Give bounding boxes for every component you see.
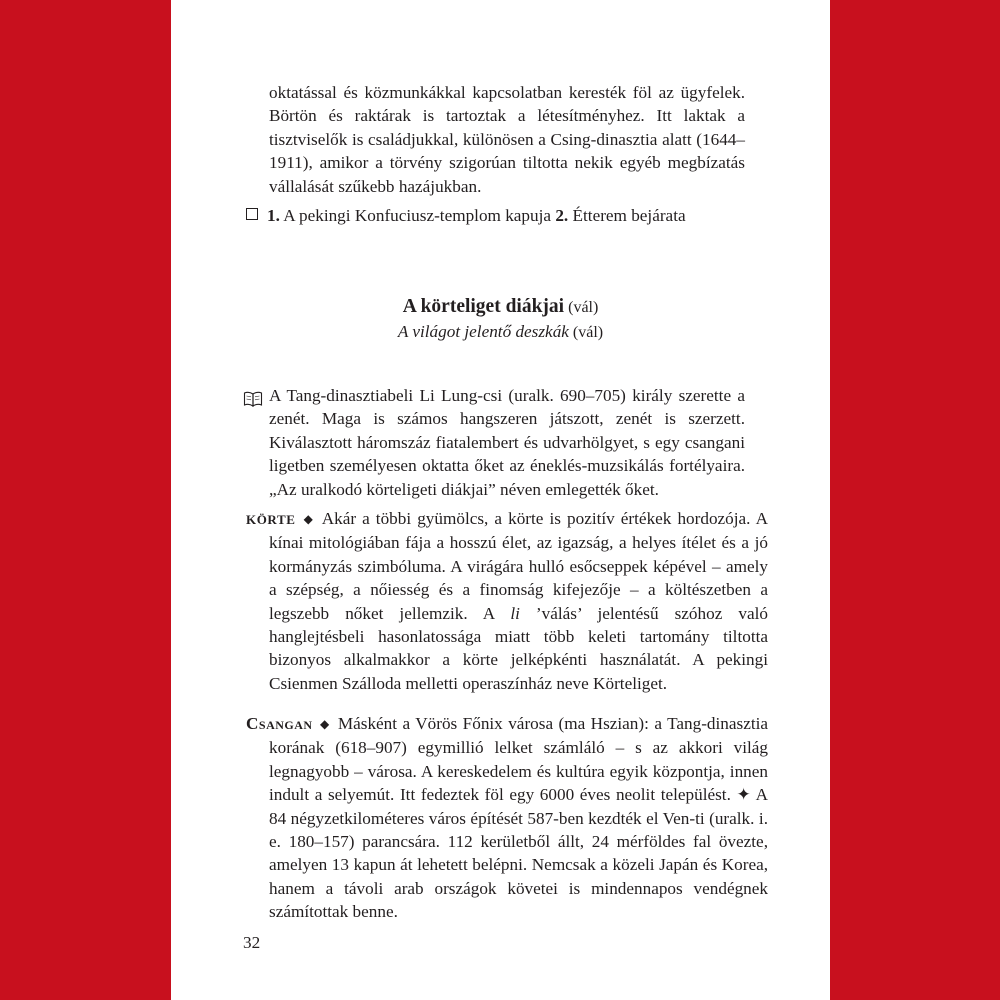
section-title: A körteliget diákjai — [402, 296, 565, 317]
intro-paragraph: A Tang-dinasztiabeli Li Lung-csi (uralk. 690–705) király szerette a zenét. Maga is számos hangszeren játszott, zenét is szerzett. Kiválasztott háromszáz fiatalembert és udvarhölgyet, s egy csangani ligetben személyesen oktatta őket az éneklés-muzsikálás fortélyaira. „Az uralkodó körteligeti diákjai” néven emlegették őket. — [269, 386, 745, 499]
page-number: 32 — [243, 933, 261, 952]
square-icon — [246, 208, 258, 220]
entry-korte-li: li — [510, 603, 520, 623]
section-title-note: (vál) — [564, 299, 599, 316]
entry-korte — [246, 507, 768, 695]
photo-caption — [246, 204, 686, 227]
open-book-icon — [243, 390, 263, 408]
diamond-icon: ◆ — [303, 512, 315, 526]
entry-csangan — [246, 712, 768, 924]
entry-korte-text-1: Akár a többi gyümölcs, a körte is pozitív értékek hordozója. A kínai mitológiában fája a hosszú élet, az igazság, a helyes ítélet és a jó kormányzás szimbóluma. A virágára hulló esőcseppek képével – amely a szépség, a nőiesség és a finomság kifejezője – a költészetben a legszebb nőket jellemzik. A — [269, 509, 768, 623]
caption-num-2: 2. — [555, 206, 569, 225]
caption-num-1: 1. — [267, 206, 280, 225]
entry-korte-text-2: ’válás’ jelentésű szóhoz való hanglejtésbeli hasonlatossága miatt több keleti tartomány tiltotta bizonyos alkalmakkor a körte jelképkénti használatát. A pekingi Csienmen Szálloda melletti operaszínház neve Körteliget. — [269, 603, 768, 693]
caption-text-2: Étterem bejárata — [568, 206, 686, 225]
section-subtitle-note: (vál) — [568, 324, 604, 341]
caption-text-1: A pekingi Konfuciusz-templom kapuja — [279, 206, 556, 225]
section-subtitle: A világot jelentő deszkák — [397, 322, 569, 341]
diamond-icon: ◆ — [320, 717, 331, 731]
section-heading — [171, 295, 830, 345]
paragraph-continued: oktatással és közmunkákkal kapcsolatban keresték föl az ügyfelek. Börtön és raktárak is tartoztak a létesítményhez. Itt laktak a tisztviselők is családjukkal, különösen a Csing-dinasztia alatt (1644–1911), amikor a törvény szigorúan tiltotta nekik egyéb megbízatás vállalását szűkebb hazájukban. — [269, 83, 745, 196]
entry-term-csangan: Csangan — [246, 714, 313, 733]
entry-csangan-text: Másként a Vörös Főnix városa (ma Hszian): a Tang-dinasztia korának (618–907) egymillió lelket számláló – s az akkori világ legnagyobb – városa. A kereskedelem és kultúra egyik központja, innen indult a selyemút. Itt fedeztek föl egy 6000 éves neolit települést. ✦ A 84 négyzetkilométeres város építését 587-ben kezdték el Ven-ti (uralk. i. e. 180–157) parancsára. 112 kerületből állt, 24 mérföldes fal övezte, amelyen 13 kapun át lehetett belépni. Nemcsak a közeli Japán és Korea, hanem a távoli arab országok követei is mindennapos vendégnek számítottak benne. — [269, 714, 769, 922]
entry-term-korte: KÖRTE — [246, 512, 296, 527]
